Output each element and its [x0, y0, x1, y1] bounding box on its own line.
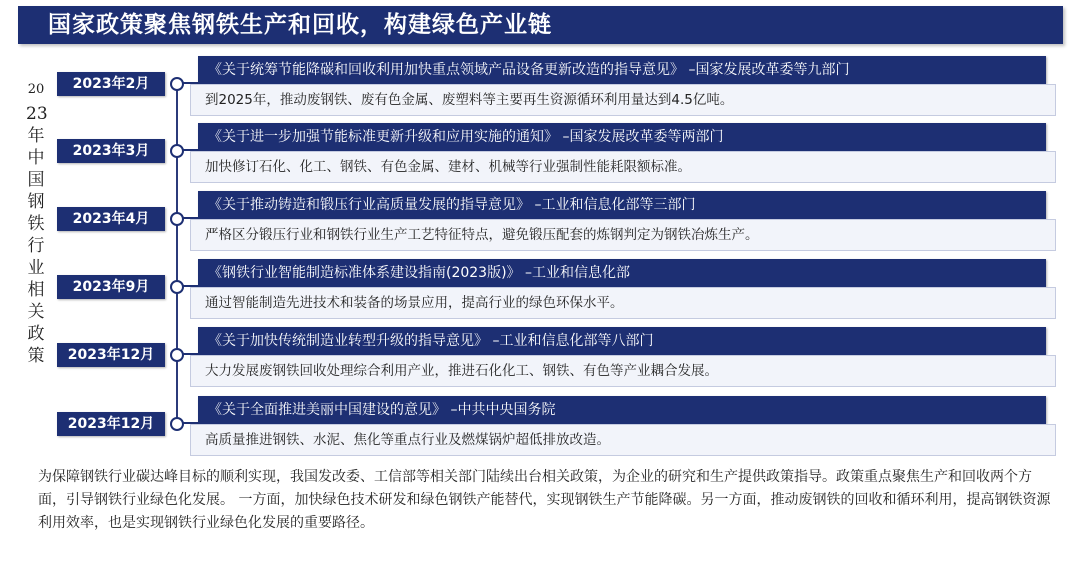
summary-paragraph: 为保障钢铁行业碳达峰目标的顺利实现，我国发改委、工信部等相关部门陆续出台相关政策，为企业的研究和生产提供政策指导。政策重点聚焦生产和回收两个方面，引导钢铁行业绿色化发展。 一方面，加快绿色技术研发和绿色钢铁产能替代，实现钢铁生产节能降碳。另一方面，推动废钢铁的回收和循环利用，提高钢铁资源利用效率，也是实现钢铁行业绿色化发展的重要路径。: [38, 469, 1051, 531]
timeline-dot: [170, 348, 184, 362]
date-badge: 2023年4月: [57, 207, 165, 231]
policy-detail: 通过智能制造先进技术和装备的场景应用，提高行业的绿色环保水平。: [190, 287, 1056, 319]
side-title-char: 国: [27, 170, 45, 190]
policy-card: [190, 123, 1056, 183]
side-title-char: 行: [27, 236, 45, 256]
timeline-line: [176, 80, 178, 425]
policy-heading: 《关于全面推进美丽中国建设的意见》 –中共中央国务院: [198, 396, 1046, 424]
side-title-char: 关: [27, 302, 45, 322]
policy-detail: 高质量推进钢铁、水泥、焦化等重点行业及燃煤锅炉超低排放改造。: [190, 424, 1056, 456]
date-badge: 2023年12月: [57, 343, 165, 367]
date-badge: 2023年2月: [57, 72, 165, 96]
side-title-char: 政: [27, 324, 45, 344]
side-title-year: 23: [26, 104, 48, 124]
policy-detail: 到2025年，推动废钢铁、废有色金属、废塑料等主要再生资源循环利用量达到4.5亿吨。: [190, 84, 1056, 116]
page-title: 国家政策聚焦钢铁生产和回收，构建绿色产业链: [48, 12, 552, 38]
policy-heading: 《关于加快传统制造业转型升级的指导意见》 –工业和信息化部等八部门: [198, 327, 1046, 355]
side-title-chars: [26, 125, 46, 367]
policy-card: [190, 191, 1056, 251]
timeline-dot: [170, 144, 184, 158]
policy-card: [190, 327, 1056, 387]
policy-detail: 大力发展废钢铁回收处理综合利用产业，推进石化化工、钢铁、有色等产业耦合发展。: [190, 355, 1056, 387]
side-title-digits: 20: [27, 82, 45, 97]
side-title-char: 铁: [27, 214, 45, 234]
policy-heading: 《关于统筹节能降碳和回收利用加快重点领域产品设备更新改造的指导意见》 –国家发展改革委等九部门: [198, 56, 1046, 84]
policy-heading: 《关于推动铸造和锻压行业高质量发展的指导意见》 –工业和信息化部等三部门: [198, 191, 1046, 219]
timeline-dot: [170, 77, 184, 91]
policy-card: [190, 396, 1056, 456]
timeline-dot: [170, 417, 184, 431]
side-title-char: 相: [27, 280, 45, 300]
vertical-side-title: [26, 80, 46, 367]
timeline-dot: [170, 212, 184, 226]
policy-heading: 《钢铁行业智能制造标准体系建设指南(2023版)》 –工业和信息化部: [198, 259, 1046, 287]
date-badge: 2023年12月: [57, 412, 165, 436]
timeline-dot: [170, 280, 184, 294]
policy-heading: 《关于进一步加强节能标准更新升级和应用实施的通知》 –国家发展改革委等两部门: [198, 123, 1046, 151]
side-title-char: 策: [27, 346, 45, 366]
side-title-char: 钢: [27, 192, 45, 212]
side-title-char: 年: [27, 126, 45, 146]
title-banner: [18, 6, 1063, 44]
date-badge: 2023年9月: [57, 275, 165, 299]
policy-card: [190, 56, 1056, 116]
policy-detail: 严格区分锻压行业和钢铁行业生产工艺特征特点，避免锻压配套的炼钢判定为钢铁冶炼生产。: [190, 219, 1056, 251]
side-title-char: 中: [27, 148, 45, 168]
side-title-char: 业: [27, 258, 45, 278]
policy-detail: 加快修订石化、化工、钢铁、有色金属、建材、机械等行业强制性能耗限额标准。: [190, 151, 1056, 183]
policy-card: [190, 259, 1056, 319]
date-badge: 2023年3月: [57, 139, 165, 163]
